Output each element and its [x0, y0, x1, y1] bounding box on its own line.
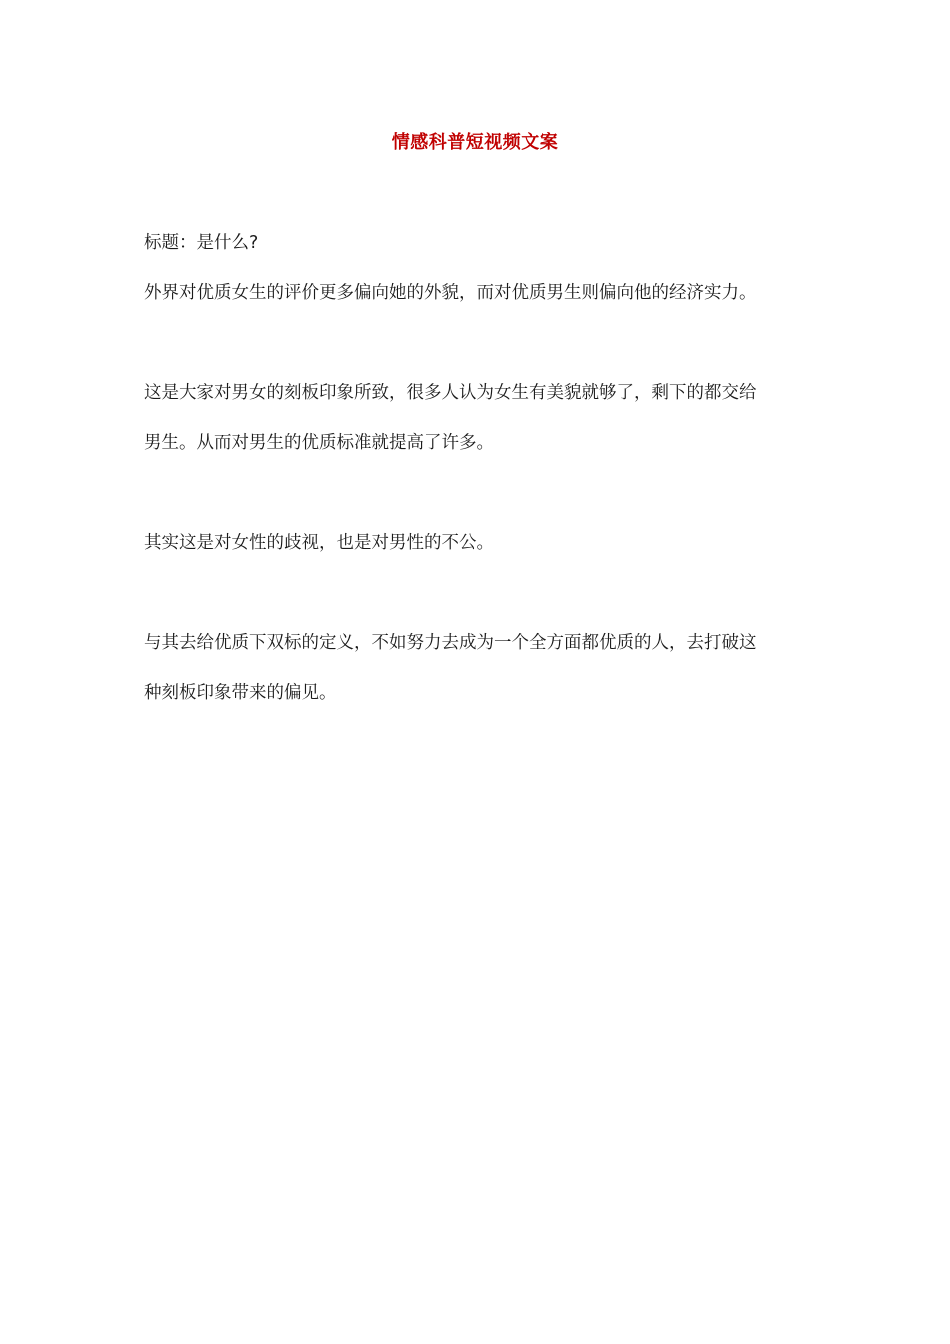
document-body — [144, 227, 814, 709]
paragraph-line: 男生。从而对男生的优质标准就提高了许多。 — [144, 433, 494, 453]
heading-line: 标题：是什么? — [144, 233, 259, 253]
paragraph-line: 种刻板印象带来的偏见。 — [144, 683, 337, 703]
paragraph-line: 其实这是对女性的歧视，也是对男性的不公。 — [144, 533, 494, 553]
paragraph-line: 外界对优质女生的评价更多偏向她的外貌，而对优质男生则偏向他的经济实力。 — [144, 283, 757, 303]
document-title: 情感科普短视频文案 — [391, 132, 559, 153]
paragraph-line: 这是大家对男女的刻板印象所致，很多人认为女生有美貌就够了，剩下的都交给 — [144, 383, 757, 403]
paragraph-line: 与其去给优质下双标的定义，不如努力去成为一个全方面都优质的人，去打破这 — [144, 633, 757, 653]
paragraph-2 — [144, 377, 814, 459]
paragraph-4 — [144, 627, 814, 709]
paragraph-3 — [144, 527, 814, 559]
paragraph-1 — [144, 277, 814, 309]
